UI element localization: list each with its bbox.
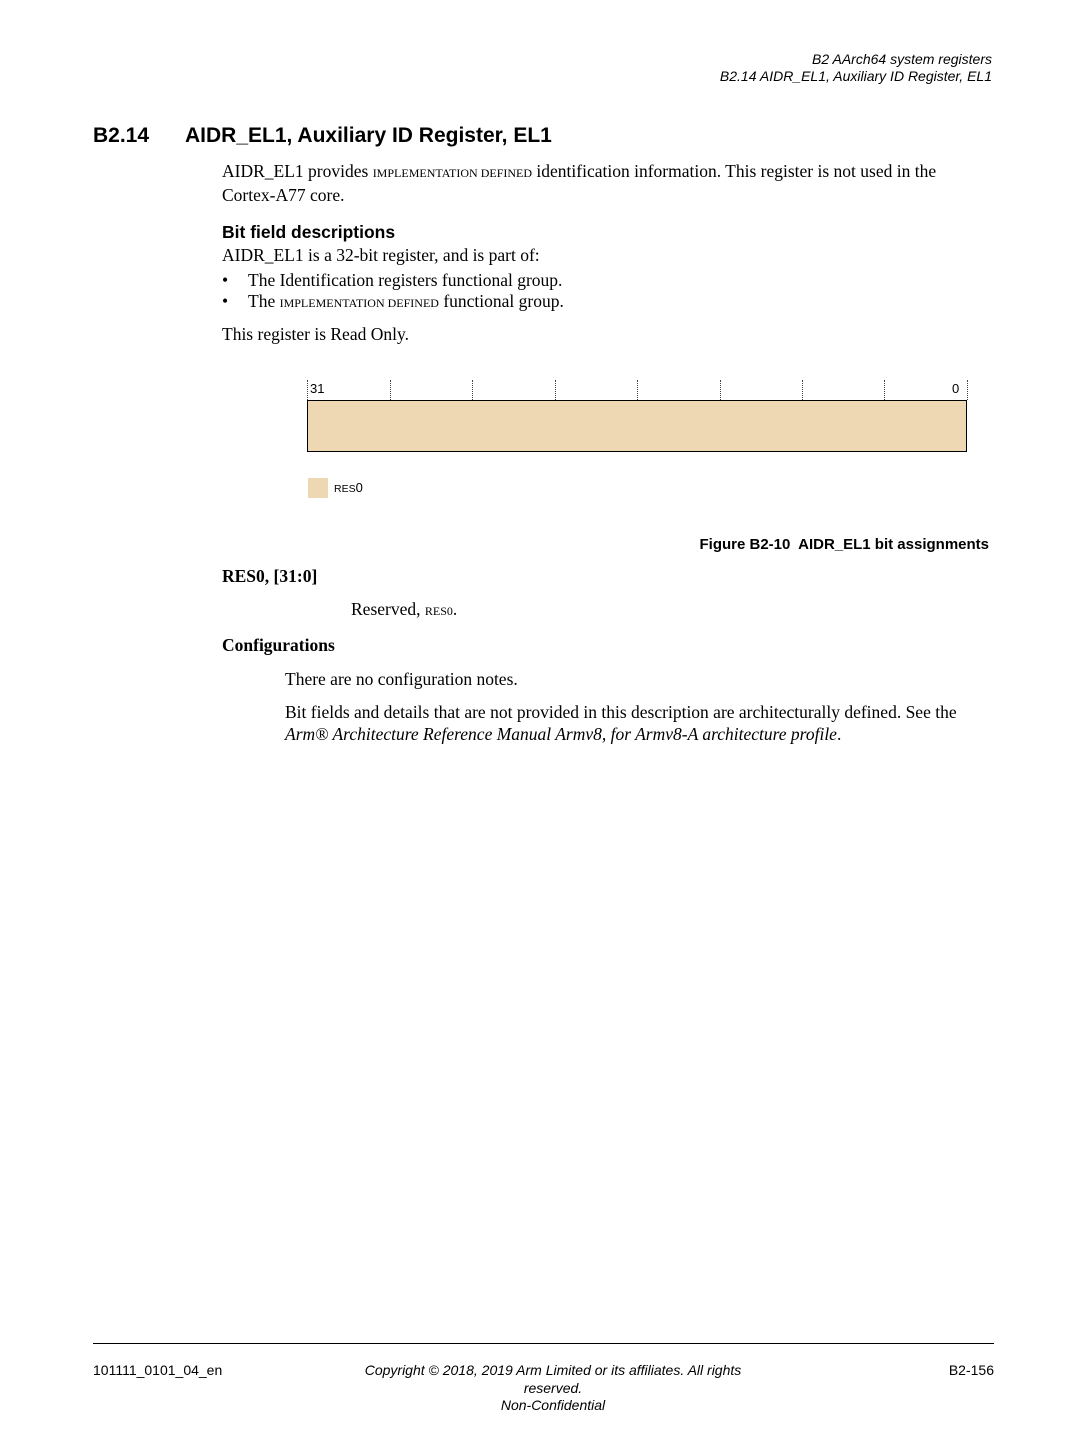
bit-tick — [390, 380, 391, 400]
field-description — [351, 598, 457, 622]
footer-copyright — [300, 1362, 806, 1415]
section-title: AIDR_EL1, Auxiliary ID Register, EL1 — [185, 124, 552, 147]
copyright-line: Copyright © 2018, 2019 Arm Limited or its affiliates. All rights — [364, 1362, 742, 1378]
footer-page-number: B2-156 — [948, 1362, 994, 1378]
footer-doc-id: 101111_0101_04_en — [93, 1362, 223, 1378]
copyright-line: reserved. — [523, 1379, 583, 1396]
bit-tick — [967, 380, 968, 400]
register-field-res0 — [307, 400, 967, 452]
bit-label-low: 0 — [952, 381, 960, 396]
intro-text: Cortex-A77 core. — [222, 185, 345, 205]
figure-caption: Figure B2-10 AIDR_EL1 bit assignments — [699, 536, 989, 553]
field-title: RES0, [31:0] — [222, 566, 318, 586]
config-text: . — [836, 724, 842, 744]
config-note: There are no configuration notes. — [285, 669, 518, 689]
running-header-chapter: B2 AArch64 system registers — [812, 51, 992, 67]
bit-label-high: 31 — [310, 381, 325, 396]
bit-tick — [555, 380, 556, 400]
intro-paragraph — [222, 160, 1002, 206]
small-caps-term: IMPLEMENTATION DEFINED — [279, 296, 439, 310]
read-only-note: This register is Read Only. — [222, 324, 409, 344]
config-text: Bit fields and details that are not provided in this description are architecturally defined. See the — [285, 702, 957, 722]
footer-rule — [93, 1343, 994, 1344]
legend-label — [334, 480, 363, 495]
legend-swatch — [308, 478, 328, 498]
bit-tick — [307, 380, 308, 400]
small-caps-term: IMPLEMENTATION DEFINED — [372, 166, 533, 180]
bit-tick — [884, 380, 885, 400]
bit-tick — [472, 380, 473, 400]
intro-text: identification information. This register is not used in the — [532, 161, 937, 181]
confidentiality-label: Non-Confidential — [500, 1397, 606, 1413]
small-caps-term: RES0 — [424, 604, 453, 618]
configurations-heading: Configurations — [222, 635, 335, 655]
bit-tick — [637, 380, 638, 400]
bullet-item: • The IMPLEMENTATION DEFINED functional group. — [222, 291, 564, 311]
manual-reference: Arm® Architecture Reference Manual Armv8, for Armv8-A architecture profile — [285, 724, 837, 744]
legend-sc: RES — [334, 483, 356, 495]
field-text: Reserved, — [351, 599, 425, 619]
bitfield-heading: Bit field descriptions — [222, 222, 396, 242]
intro-text: AIDR_EL1 provides — [222, 161, 373, 181]
bit-tick — [802, 380, 803, 400]
bullet-text: The Identification registers functional group. — [248, 270, 563, 290]
legend-tail: 0 — [355, 480, 363, 495]
bullet-item: • The Identification registers functional group. — [222, 270, 563, 290]
config-reference — [285, 701, 1005, 745]
field-text: . — [452, 599, 458, 619]
bullet-text: functional group. — [438, 291, 564, 311]
section-number: B2.14 — [93, 124, 150, 147]
running-header-section: B2.14 AIDR_EL1, Auxiliary ID Register, EL1 — [719, 68, 992, 84]
bit-tick — [720, 380, 721, 400]
bullet-text: The — [248, 291, 280, 311]
bitfield-lead: AIDR_EL1 is a 32-bit register, and is part of: — [222, 245, 540, 265]
